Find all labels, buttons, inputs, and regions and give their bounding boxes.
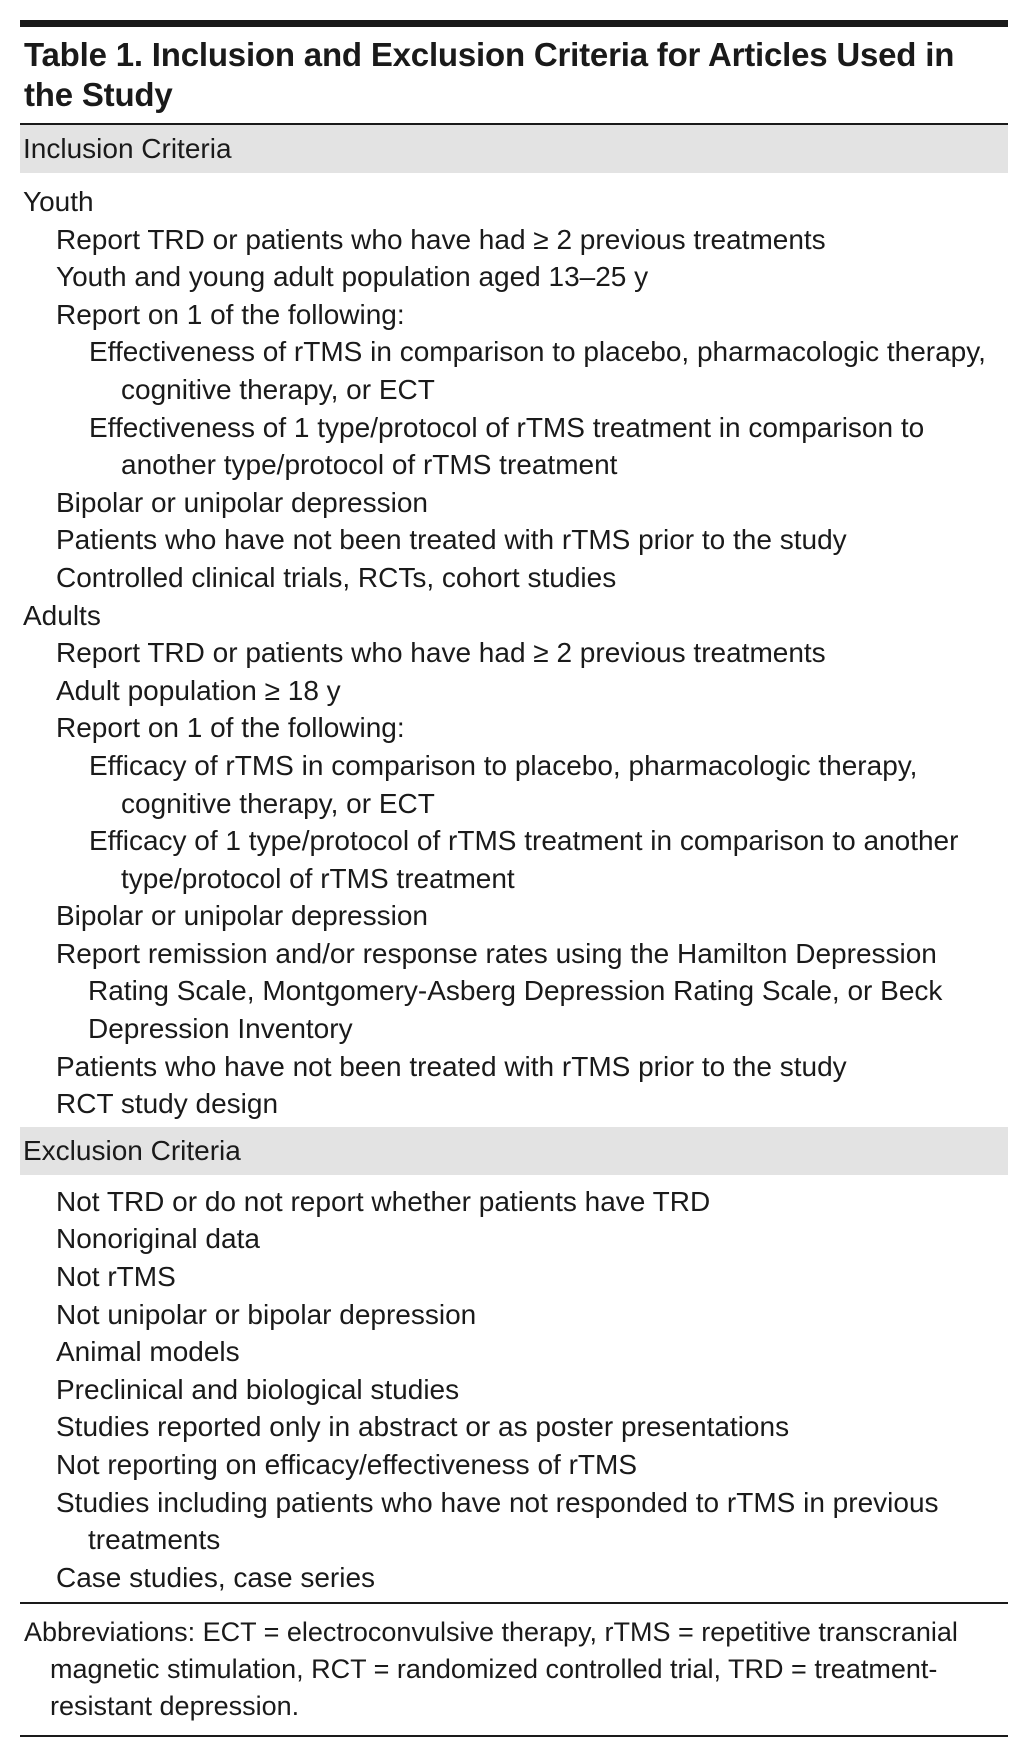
table-title: Table 1. Inclusion and Exclusion Criteria for Articles Used in the Study [24,36,955,113]
top-rule [20,20,1008,27]
exclusion-item: Not rTMS [56,1261,176,1293]
criteria-table [20,20,1008,1737]
youth-item: Bipolar or unipolar depression [56,486,428,518]
youth-subitem: Effectiveness of 1 type/protocol of rTMS treatment in comparison to another type/protocol of rTMS treatment [89,411,925,481]
adults-subitem: Efficacy of 1 type/protocol of rTMS treatment in comparison to another type/protocol of rTMS treatment [89,825,959,894]
adults-item: Adult population ≥ 18 y [56,674,341,706]
adults-item: RCT study design [56,1088,279,1120]
exclusion-item: Not unipolar or bipolar depression [56,1298,477,1330]
adults-label: Adults [23,599,101,631]
adults-item: Patients who have not been treated with rTMS prior to the study [56,1050,847,1082]
adults-item: Report remission and/or response rates using the Hamilton Depression Rating Scale, Montgomery-Asberg Depression Rating Scale, or Beck Depression Inventory [56,937,943,1045]
youth-item: Report TRD or patients who have had ≥ 2 previous treatments [56,223,826,255]
exclusion-item: Preclinical and biological studies [56,1373,460,1405]
youth-item: Controlled clinical trials, RCTs, cohort studies [56,561,617,593]
exclusion-heading: Exclusion Criteria [20,1127,1008,1175]
youth-item: Report on 1 of the following: [56,298,405,330]
exclusion-item: Studies reported only in abstract or as poster presentations [56,1411,790,1443]
exclusion-item: Animal models [56,1336,240,1368]
exclusion-item: Studies including patients who have not responded to rTMS in previous treatments [56,1486,939,1556]
inclusion-heading: Inclusion Criteria [20,125,1008,173]
exclusion-item: Case studies, case series [56,1561,376,1593]
adults-subitem: Efficacy of rTMS in comparison to placebo, pharmacologic therapy, cognitive therapy, or ECT [89,749,918,819]
abbreviations-footnote: Abbreviations: ECT = electroconvulsive therapy, rTMS = repetitive transcranial magnetic stimulation, RCT = randomized controlled trial, TRD = treatment-resistant depression. [24,1617,958,1722]
youth-item: Patients who have not been treated with rTMS prior to the study [56,524,847,556]
adults-item: Bipolar or unipolar depression [56,900,428,932]
exclusion-item: Not reporting on efficacy/effectiveness of rTMS [56,1449,638,1480]
youth-item: Youth and young adult population aged 13–25 y [56,261,649,293]
adults-item: Report TRD or patients who have had ≥ 2 previous treatments [56,637,826,669]
adults-item: Report on 1 of the following: [56,712,405,744]
exclusion-item: Nonoriginal data [56,1223,260,1255]
exclusion-item: Not TRD or do not report whether patients have TRD [56,1185,711,1217]
youth-label: Youth [23,186,94,217]
youth-subitem: Effectiveness of rTMS in comparison to placebo, pharmacologic therapy, cognitive therapy, or ECT [89,336,986,405]
